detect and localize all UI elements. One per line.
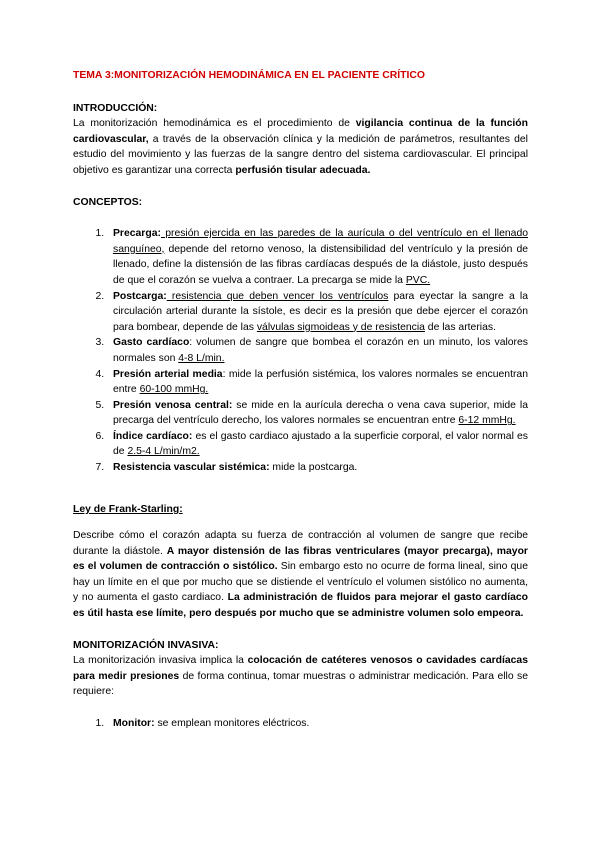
list-item: 7. Resistencia vascular sistémica: mide la postcarga. xyxy=(107,460,528,476)
list-item: 1. Precarga: presión ejercida en las paredes de la aurícula o del ventrículo en el llenado sanguíneo, depende del retorno venoso, la distensibilidad del ventrículo y la presión de llenado, define la distensión de las fibras cardíacas después de la diástole, justo después de que el corazón se vuelva a contraer. La precarga se mide la PVC. xyxy=(107,226,528,288)
list-item: 2. Postcarga: resistencia que deben vencer los ventrículos para eyectar la sangre a la circulación arterial durante la sístole, es decir es la presión que debe ejercer el corazón para bombear, depende de las válvulas sigmoideas y de resistencia de las arterias. xyxy=(107,289,528,336)
frank-starling-heading: Ley de Frank-Starling: xyxy=(73,504,183,516)
list-item: 3. Gasto cardíaco: volumen de sangre que bombea el corazón en un minuto, los valores normales son 4-8 L/min. xyxy=(107,335,528,366)
document-title: TEMA 3:MONITORIZACIÓN HEMODINÁMICA EN EL PACIENTE CRÍTICO xyxy=(73,70,425,81)
intro-bold-1: vigilancia continua de la función cardiovascular, xyxy=(73,118,528,145)
invasiva-list xyxy=(73,716,528,732)
list-item: 6. Índice cardíaco: es el gasto cardiaco ajustado a la superficie corporal, el valor normal es de 2.5-4 L/min/m2. xyxy=(107,429,528,460)
frank-starling-paragraph: Describe cómo el corazón adapta su fuerza de contracción al volumen de sangre que recibe durante la diástole. A mayor distensión de las fibras ventriculares (mayor precarga), mayor es el volumen de contracción o sistólico. Sin embargo esto no ocurre de forma lineal, sino que hay un límite en el que por mucho que se distiende el ventrículo el volumen sistólico no aumenta, y no aumenta el gasto cardiaco. La administración de fluidos para mejorar el gasto cardíaco es útil hasta ese límite, pero después por mucho que se administre volumen solo empeora. xyxy=(73,530,528,619)
intro-heading: INTRODUCCIÓN: xyxy=(73,102,158,114)
conceptos-list xyxy=(73,226,528,476)
intro-text-2: a través de la observación clínica y la medición de parámetros, resultantes del estudio del movimiento y las fuerzas de la sangre dentro del sistema cardiovascular. El principal objetivo es garantizar una correcta xyxy=(73,133,528,176)
list-item: 4. Presión arterial media: mide la perfusión sistémica, los valores normales se encuentran entre 60-100 mmHg. xyxy=(107,367,528,398)
document-page xyxy=(73,68,528,732)
invasiva-paragraph: La monitorización invasiva implica la colocación de catéteres venosos o cavidades cardíacas para medir presiones de forma continua, tomar muestras o administrar medicación. Para ello se requiere: xyxy=(73,655,529,698)
intro-paragraph xyxy=(73,116,528,178)
intro-bold-2: perfusión tisular adecuada. xyxy=(235,164,371,176)
list-item: 5. Presión venosa central: se mide en la aurícula derecha o vena cava superior, mide la precarga del ventrículo derecho, los valores normales se encuentran entre 6-12 mmHg. xyxy=(107,398,528,429)
conceptos-heading: CONCEPTOS: xyxy=(73,196,143,208)
intro-text-1: La monitorización hemodinámica es el procedimiento de xyxy=(73,118,356,130)
invasiva-heading: MONITORIZACIÓN INVASIVA: xyxy=(73,639,219,651)
list-item: 1. Monitor: se emplean monitores eléctricos. xyxy=(107,716,528,732)
